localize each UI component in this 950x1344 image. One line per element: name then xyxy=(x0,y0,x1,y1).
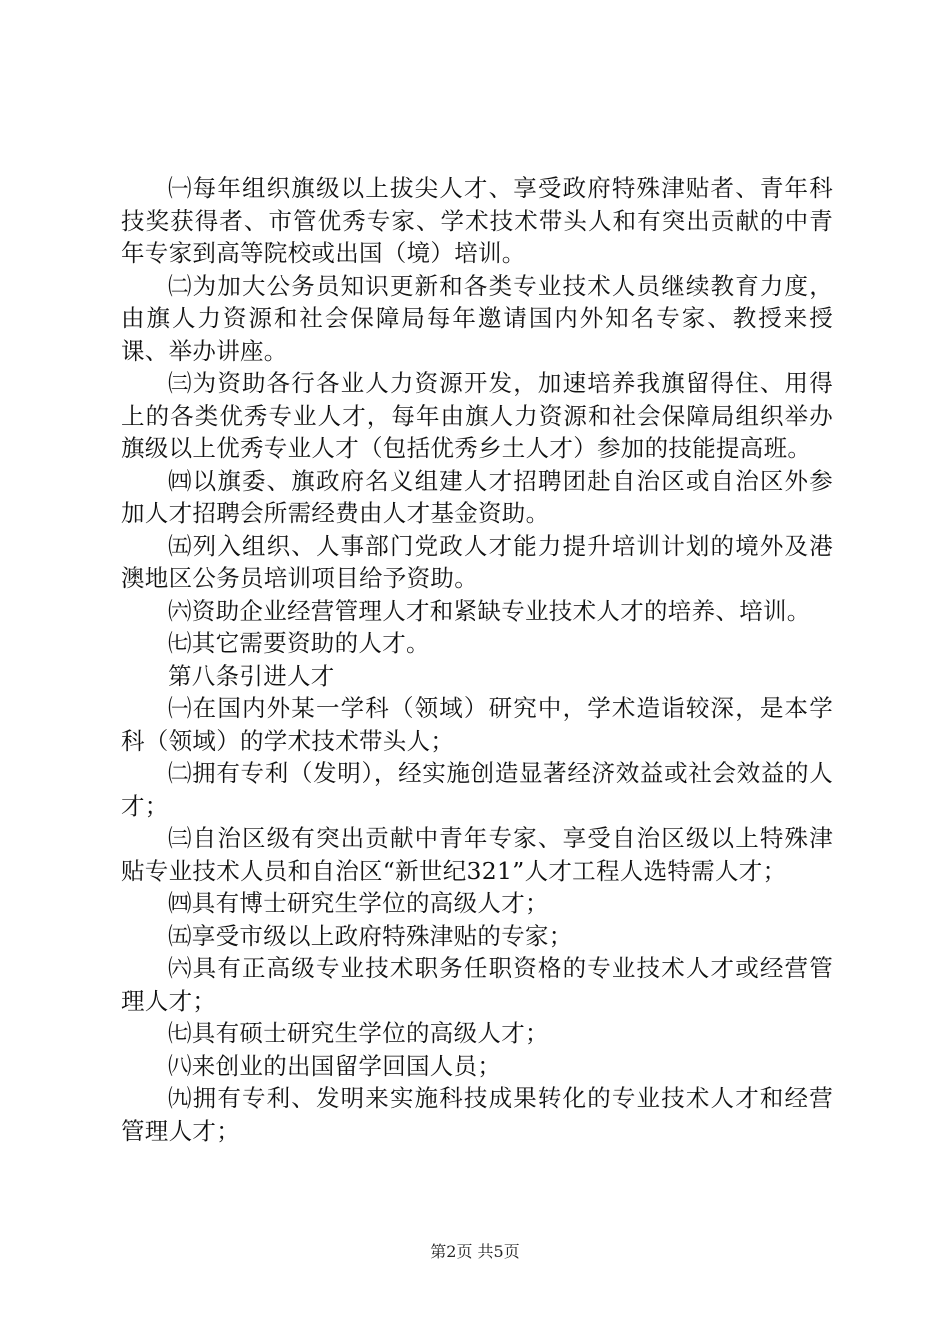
paragraph-training-item-6: ㈥资助企业经营管理人才和紧缺专业技术人才的培养、培训。 xyxy=(168,596,811,625)
paragraph-training-item-7: ㈦其它需要资助的人才。 xyxy=(168,629,430,657)
paragraph-training-item-2: ㈡为加大公务员知识更新和各类专业技术人员继续教育力度，由旗人力资源和社会保障局每年邀请国内外知名专家、教授来授课、举办讲座。 xyxy=(121,271,833,365)
paragraph-talent-item-4: ㈣具有博士研究生学位的高级人才； xyxy=(168,889,549,917)
paragraph-talent-item-3: ㈢自治区级有突出贡献中青年专家、享受自治区级以上特殊津贴专业技术人员和自治区“新世纪321”人才工程人选特需人才； xyxy=(121,824,833,885)
paragraph-training-item-4: ㈣以旗委、旗政府名义组建人才招聘团赴自治区或自治区外参加人才招聘会所需经费由人才基金资助。 xyxy=(121,466,833,527)
article-heading-8: 第八条引进人才 xyxy=(168,661,335,690)
paragraph-talent-item-9: ㈨拥有专利、发明来实施科技成果转化的专业技术人才和经营管理人才； xyxy=(121,1084,833,1145)
paragraph-talent-item-5: ㈤享受市级以上政府特殊津贴的专家； xyxy=(168,921,573,950)
paragraph-talent-item-2: ㈡拥有专利（发明），经实施创造显著经济效益或社会效益的人才； xyxy=(121,759,833,820)
paragraph-talent-item-7: ㈦具有硕士研究生学位的高级人才； xyxy=(168,1019,549,1047)
paragraph-training-item-5: ㈤列入组织、人事部门党政人才能力提升培训计划的境外及港澳地区公务员培训项目给予资助。 xyxy=(121,531,833,592)
document-body xyxy=(121,172,833,1147)
paragraph-training-item-1: ㈠每年组织旗级以上拔尖人才、享受政府特殊津贴者、青年科技奖获得者、市管优秀专家、学术技术带头人和有突出贡献的中青年专家到高等院校或出国（境）培训。 xyxy=(121,174,833,267)
paragraph-talent-item-6: ㈥具有正高级专业技术职务任职资格的专业技术人才或经营管理人才； xyxy=(121,954,833,1015)
paragraph-talent-item-1: ㈠在国内外某一学科（领域）研究中，学术造诣较深，是本学科（领域）的学术技术带头人； xyxy=(121,694,833,755)
paragraph-talent-item-8: ㈧来创业的出国留学回国人员； xyxy=(168,1051,502,1080)
paragraph-training-item-3: ㈢为资助各行各业人力资源开发，加速培养我旗留得住、用得上的各类优秀专业人才，每年由旗人力资源和社会保障局组织举办旗级以上优秀专业人才（包括优秀乡土人才）参加的技能提高班。 xyxy=(121,369,833,462)
page-number-footer: 第2页 共5页 xyxy=(430,1242,520,1261)
